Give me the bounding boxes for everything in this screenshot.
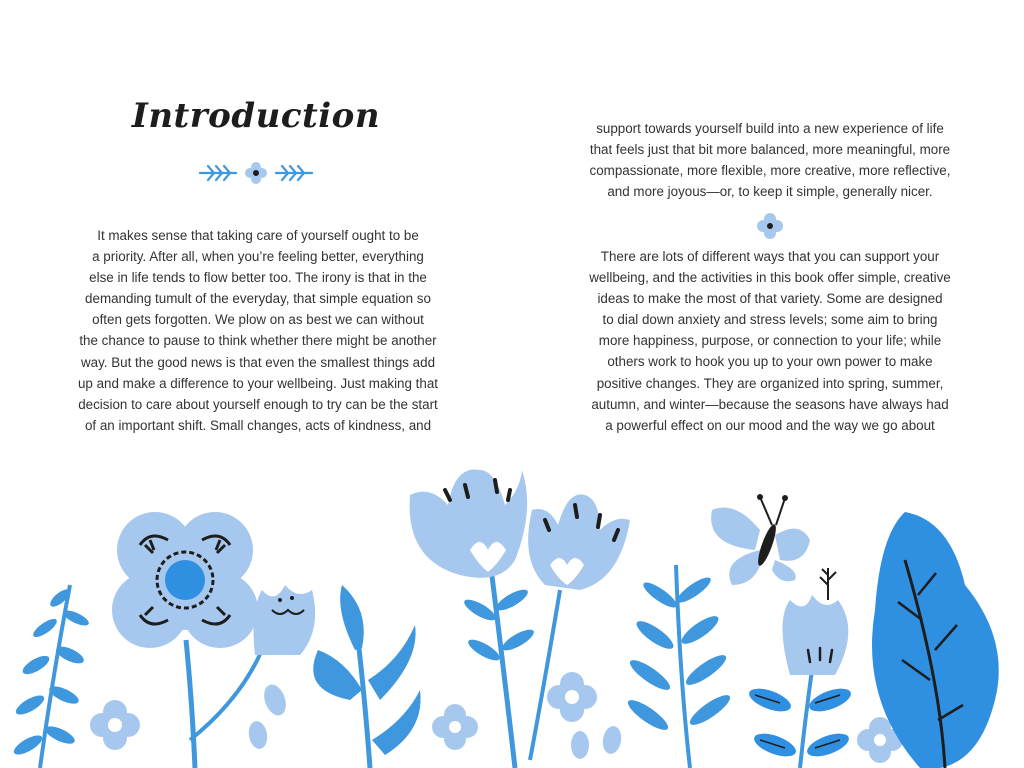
text-line: wellbeing, and the activities in this book offer simple, creative — [589, 270, 951, 286]
text-line: autumn, and winter—because the seasons have always had — [591, 396, 949, 412]
flower-icon — [547, 672, 597, 722]
text-line: and more joyous—or, to keep it simple, generally nicer. — [607, 184, 933, 200]
sprig-icon — [200, 166, 236, 180]
text-line: of an important shift. Small changes, acts of kindness, and — [84, 417, 432, 433]
text-line: positive changes. They are organized into spring, summer, — [596, 375, 944, 391]
text-line: a priority. After all, when you’re feeling better, everything — [92, 249, 424, 265]
flower-icon — [432, 704, 478, 750]
butterfly-icon — [711, 494, 810, 585]
text-line: There are lots of different ways that you can support your — [600, 249, 940, 264]
text-line: way. But the good news is that even the smallest things add — [80, 354, 436, 370]
text-line: compassionate, more flexible, more creative, more reflective, — [589, 163, 951, 179]
text-line: ideas to make the most of that variety. Some are designed — [597, 291, 943, 307]
text-line: that feels just that bit more balanced, more meaningful, more — [589, 142, 951, 158]
text-line: demanding tumult of the everyday, that simple equation so — [85, 291, 431, 307]
text-line: the chance to pause to think whether there might be another — [79, 333, 437, 349]
text-line: to dial down anxiety and stress levels; some aim to bring — [602, 312, 938, 328]
leaf-icon — [624, 565, 733, 768]
leaf-icon — [313, 585, 420, 768]
flower-icon — [245, 162, 267, 184]
petal-cluster — [571, 725, 623, 759]
petal-cluster — [247, 682, 290, 751]
sprig-icon — [276, 166, 312, 180]
flower-icon — [756, 212, 784, 240]
tulip-icon — [746, 568, 854, 768]
text-line: decision to care about yourself enough to try can be the start — [78, 396, 438, 412]
text-line: often gets forgotten. We plow on as best we can without — [92, 312, 424, 328]
text-line: a powerful effect on our mood and the way we go about — [605, 417, 935, 433]
text-line: It makes sense that taking care of yourself ought to be — [97, 228, 419, 243]
text-line: up and make a difference to your wellbeing. Just making that — [77, 375, 439, 391]
leaf-icon — [11, 585, 91, 768]
activities-paragraph — [570, 246, 970, 436]
floral-meadow-illustration — [0, 455, 1024, 768]
flower-icon — [90, 700, 140, 750]
text-line: else in life tends to flow better too. The irony is that in the — [89, 270, 427, 286]
tulip-icon — [528, 494, 630, 760]
intro-paragraph — [58, 225, 458, 436]
text-line: support towards yourself build into a new experience of life — [596, 121, 944, 136]
continuation-paragraph — [570, 118, 970, 202]
title-ornament — [198, 158, 314, 188]
page-title: Introduction — [131, 96, 381, 136]
text-line: more happiness, purpose, or connection to your life; while — [598, 333, 942, 349]
text-line: others work to hook you up to your own power to make — [607, 354, 933, 370]
